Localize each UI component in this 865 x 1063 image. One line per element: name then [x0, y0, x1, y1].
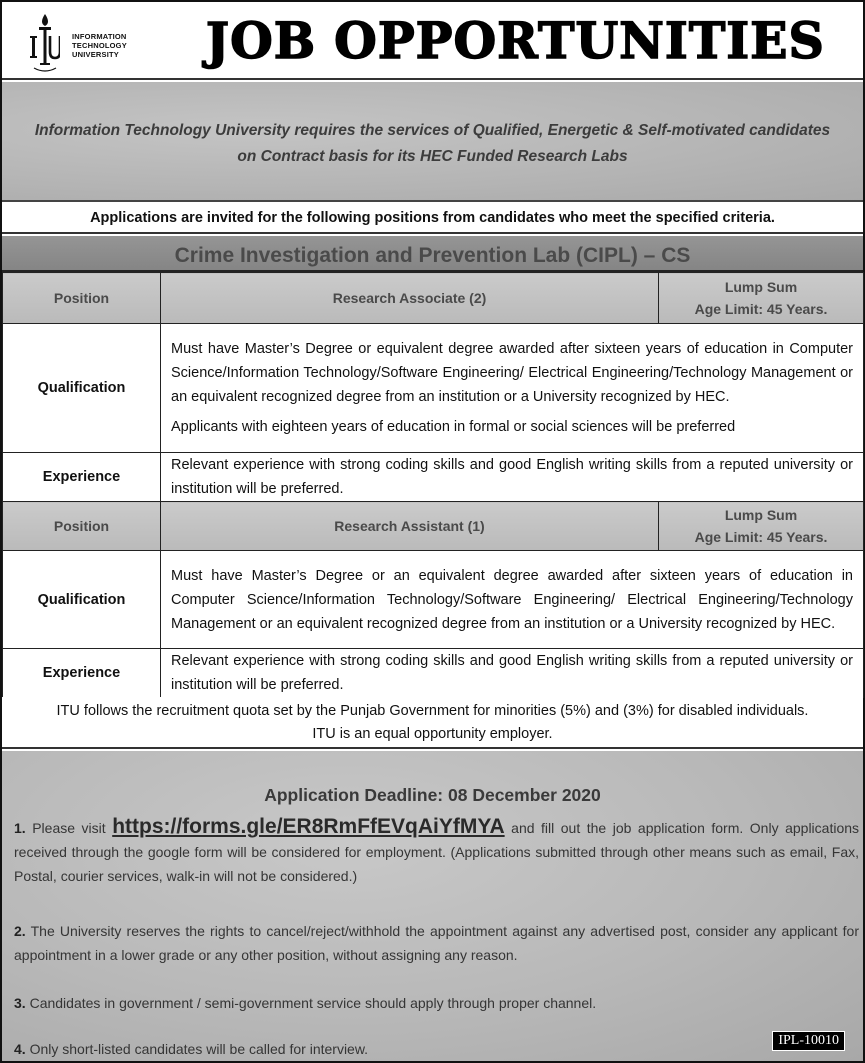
position-title: Research Associate (2): [161, 273, 659, 324]
item-text: Please visit: [32, 820, 106, 836]
torch-logo-icon: [30, 12, 60, 74]
position-table: [2, 272, 864, 502]
qualification-text: Must have Master’s Degree or an equivalent degree awarded after sixteen years of education in Computer Science/Information Technology/Software Engineering/ Electrical Engineering/Technology Management or an equivalent recognized degree from an institution or a University recognized by HEC.: [161, 551, 864, 649]
logo-line: TECHNOLOGY: [72, 41, 127, 50]
qualification-row: [3, 324, 864, 453]
lab-title: Crime Investigation and Prevention Lab (CIPL) – CS: [2, 236, 863, 272]
position-table: [2, 501, 864, 698]
logo-text: [72, 32, 127, 59]
item-number: 1.: [14, 820, 26, 836]
intro-band: [2, 82, 863, 202]
item-text: and fill out the job application form. Only applications received through the google form will be considered for employment. (Applications submitted through other means such as email, Fax, Postal, courier services, walk-in will not be considered.): [14, 820, 860, 884]
qualification-text: Must have Master’s Degree or equivalent degree awarded after sixteen years of education in Computer Science/Information Technology/Software Engineering/ Electrical Engineering/Technology Management or an equivalent recognized degree from an institution or a University recognized by HEC.: [171, 341, 853, 405]
qualification-note: Applicants with eighteen years of education in formal or social sciences will be preferred: [171, 419, 736, 435]
position-row: [3, 273, 864, 324]
instruction-item: [14, 1037, 859, 1061]
equal-opportunity-line: ITU is an equal opportunity employer.: [312, 726, 553, 742]
instructions-band: [2, 751, 863, 1061]
qualification-label: Qualification: [3, 324, 161, 453]
qualification-row: [3, 551, 864, 649]
invitation-text: Applications are invited for the following positions from candidates who meet the specified criteria.: [2, 204, 863, 234]
experience-text: Relevant experience with strong coding skills and good English writing skills from a reputed university or institution will be preferred.: [161, 649, 864, 698]
logo-line: UNIVERSITY: [72, 50, 120, 59]
intro-line: on Contract basis for its HEC Funded Research Labs: [237, 148, 628, 165]
pay-cell: [659, 502, 864, 551]
instruction-item: [14, 815, 859, 888]
item-number: 2.: [14, 923, 26, 939]
quota-notice: [2, 697, 863, 749]
instruction-item: [14, 919, 859, 967]
experience-text: Relevant experience with strong coding skills and good English writing skills from a reputed university or institution will be preferred.: [161, 453, 864, 502]
qualification-label: Qualification: [3, 551, 161, 649]
experience-label: Experience: [3, 453, 161, 502]
experience-row: [3, 453, 864, 502]
item-number: 3.: [14, 995, 26, 1011]
logo-line: INFORMATION: [72, 32, 127, 41]
page-title: JOB OPPORTUNITIES: [205, 11, 825, 70]
pay-cell: [659, 273, 864, 324]
pay-type: Lump Sum: [724, 507, 798, 523]
position-row: [3, 502, 864, 551]
item-text: Candidates in government / semi-government service should apply through proper channel.: [29, 995, 597, 1011]
qualification-cell: [161, 324, 864, 453]
header: [2, 2, 863, 80]
intro-text: [8, 118, 857, 170]
intro-line: Information Technology University requires the services of Qualified, Energetic & Self-motivated candidates: [34, 122, 831, 139]
position-label: Position: [3, 273, 161, 324]
age-limit: Age Limit: 45 Years.: [694, 301, 828, 317]
experience-label: Experience: [3, 649, 161, 698]
item-text: The University reserves the rights to cancel/reject/withhold the appointment against any advertised post, consider any applicant for appointment in a lower grade or any other position, without assigning any reason.: [14, 923, 860, 963]
ad-code-badge: IPL-10010: [772, 1031, 845, 1051]
position-title: Research Assistant (1): [161, 502, 659, 551]
quota-line: ITU follows the recruitment quota set by the Punjab Government for minorities (5%) and (3%) for disabled individuals.: [56, 703, 809, 719]
position-label: Position: [3, 502, 161, 551]
item-text: Only short-listed candidates will be called for interview.: [29, 1041, 369, 1057]
age-limit: Age Limit: 45 Years.: [694, 529, 828, 545]
application-form-link[interactable]: https://forms.gle/ER8RmFfEVqAiYfMYA: [112, 815, 505, 838]
pay-type: Lump Sum: [724, 279, 798, 295]
instruction-item: [14, 991, 859, 1015]
application-deadline: Application Deadline: 08 December 2020: [264, 785, 601, 805]
itu-logo: [26, 10, 186, 74]
experience-row: [3, 649, 864, 698]
item-number: 4.: [14, 1041, 26, 1057]
